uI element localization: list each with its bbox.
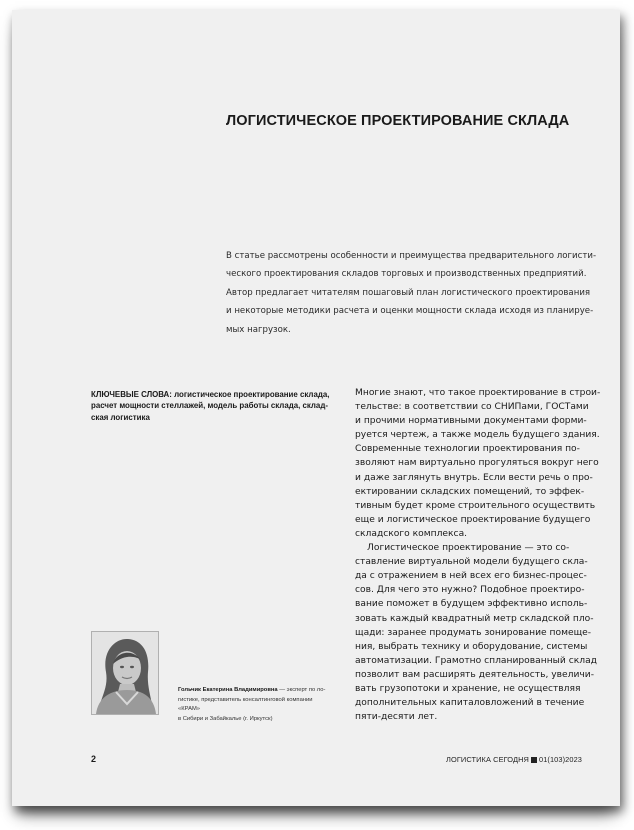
body-line: Многие знают, что такое проектирование в строи- — [355, 388, 601, 398]
abstract-line: мых нагрузок. — [226, 324, 291, 335]
abstract-line: и некоторые методики расчета и оценки мощности склада исходя из планируе- — [226, 306, 594, 317]
keywords-line: расчет мощности стеллажей, модель работы склада, склад- — [91, 401, 328, 411]
body-line: автоматизации. Грамотно спланированный склад — [355, 655, 597, 666]
body-line: вать грузопотоки и хранение, не осуществляя — [355, 683, 581, 694]
body-line: зовать каждый квадратный метр складской пло- — [355, 613, 594, 624]
body-line: да с отражением в ней всех его бизнес-процес- — [355, 571, 587, 582]
author-role: — эксперт по ло- — [277, 687, 326, 693]
body-line: тивным будет кроме строительного осуществить — [355, 500, 596, 511]
body-line: и даже заглянуть внутрь. Если вести речь о про- — [355, 472, 593, 483]
body-line: руется чертеж, а также модель будущего здания. — [355, 430, 600, 441]
keywords-line: ская логистика — [91, 412, 150, 422]
body-line: пяти-десяти лет. — [355, 712, 438, 723]
square-separator-icon — [531, 757, 537, 763]
page-number: 2 — [91, 754, 97, 764]
journal-page — [12, 10, 620, 806]
body-line: дополнительных капиталовложений в течение — [355, 698, 585, 709]
abstract-line: В статье рассмотрены особенности и преимущества предварительного логисти- — [226, 251, 597, 261]
keywords-block — [91, 389, 331, 423]
author-info — [178, 686, 328, 724]
body-line: позволит вам расширять деятельность, увеличи- — [355, 669, 595, 680]
body-line: ставление виртуальной модели будущего скла- — [355, 557, 588, 568]
keywords-line: логистическое проектирование склада, — [174, 390, 330, 399]
abstract-line: Автор предлагает читателям пошаговый план логистического проектирования — [226, 287, 591, 298]
keywords-label: КЛЮЧЕВЫЕ СЛОВА: — [91, 390, 172, 399]
body-line: тельстве: в соответствии со СНИПами, ГОСТами — [355, 402, 589, 413]
body-line: вание поможет в будущем эффективно исполь- — [355, 599, 588, 610]
abstract-line: ческого проектирования складов торговых и производственных предприятий. — [226, 269, 587, 280]
body-line: щади: заранее продумать зонирование помеще- — [355, 627, 592, 638]
author-name: Гольчик Екатерина Владимировна — [178, 687, 278, 693]
body-line: ектировании складских помещений, то эффек- — [355, 486, 585, 497]
author-role: гистике, представитель консалтинговой компании «КРАМ» — [178, 696, 313, 712]
body-line: еще и логистическое проектирование будущего — [355, 514, 591, 525]
body-line: ния, выбрать технику и оборудование, системы — [355, 641, 588, 652]
author-photo — [91, 631, 159, 715]
article-title: ЛОГИСТИЧЕСКОЕ ПРОЕКТИРОВАНИЕ СКЛАДА — [226, 113, 570, 129]
journal-footer — [446, 755, 582, 764]
article-body — [355, 386, 617, 724]
journal-issue: 01(103)2023 — [538, 755, 582, 764]
body-line: Логистическое проектирование — это со- — [367, 543, 570, 554]
body-line: складского комплекса. — [355, 528, 468, 539]
article-abstract — [226, 247, 614, 339]
author-location: в Сибири и Забайкалье (г. Иркутск) — [178, 715, 273, 722]
author-portrait-image — [92, 632, 158, 714]
body-line: и прочими нормативными документами форми- — [355, 416, 587, 427]
body-line: Современные технологии проектирования по- — [355, 444, 580, 455]
body-line: сов. Для чего это нужно? Подобное проектиро- — [355, 585, 585, 596]
body-line: зволяют нам виртуально прогуляться вокруг него — [355, 458, 599, 469]
journal-name: ЛОГИСТИКА СЕГОДНЯ — [446, 755, 529, 764]
